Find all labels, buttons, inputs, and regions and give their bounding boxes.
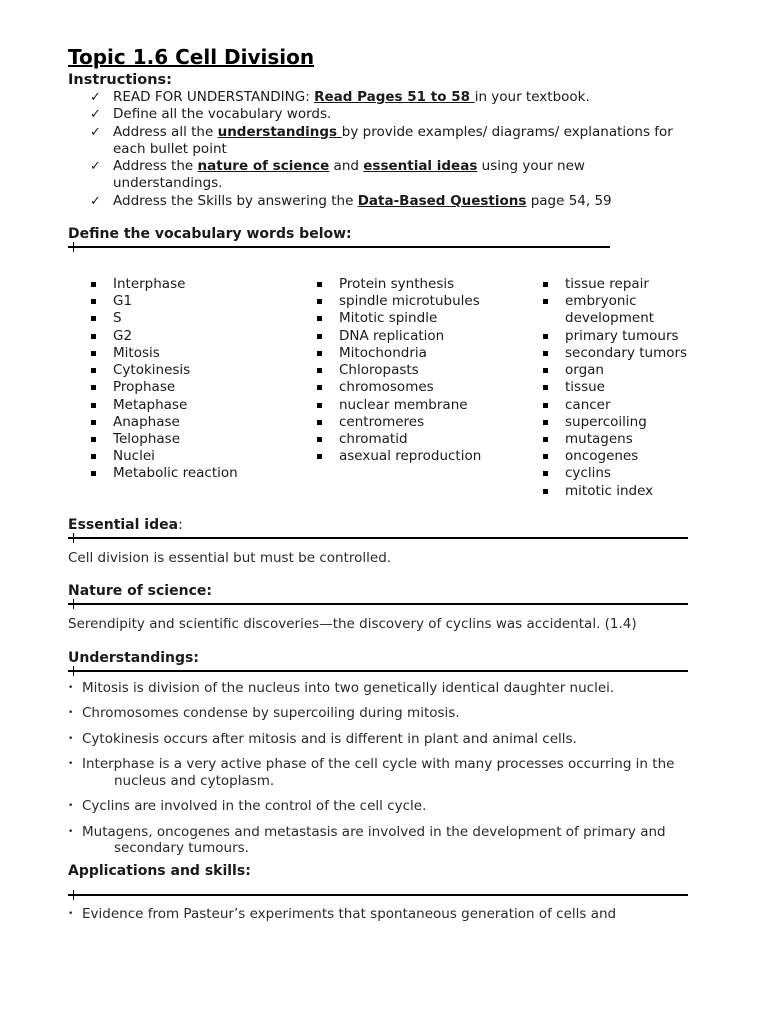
square-bullet-icon (317, 368, 322, 373)
understanding-text: Mitosis is division of the nucleus into two genetically identical daughter nuclei. (82, 679, 615, 696)
instruction-emphasis: nature of science (197, 158, 330, 175)
understandings-heading: Understandings: (68, 649, 199, 666)
nature-of-science-heading: Nature of science: (68, 582, 212, 599)
vocabulary-column-2 (294, 276, 520, 500)
vocab-item (68, 414, 294, 431)
instruction-item (90, 106, 690, 123)
instruction-text: Address all the (113, 123, 218, 140)
square-bullet-icon (91, 299, 96, 304)
square-bullet-icon (91, 282, 96, 287)
vocab-term: tissue (565, 379, 605, 396)
instruction-text: Address the (113, 158, 198, 175)
square-bullet-icon (543, 454, 548, 459)
instruction-emphasis: essential ideas (363, 158, 478, 175)
vocab-term: mutagens (565, 430, 633, 447)
understanding-text: Cytokinesis occurs after mitosis and is different in plant and animal cells. (82, 730, 577, 747)
vocab-term: G1 (113, 293, 133, 310)
bullet-icon: • (68, 826, 74, 837)
square-bullet-icon (543, 351, 548, 356)
understanding-item (68, 731, 690, 748)
vocab-term: centromeres (339, 413, 425, 430)
bullet-icon: • (68, 759, 74, 770)
vocab-item (68, 465, 294, 482)
instruction-item (90, 124, 690, 159)
understanding-text: Cyclins are involved in the control of the cell cycle. (82, 798, 427, 815)
instruction-text: page 54, 59 (526, 192, 612, 209)
vocab-term: S (113, 310, 122, 327)
bullet-icon: • (68, 733, 74, 744)
vocab-item (294, 362, 520, 379)
vocab-term: G2 (113, 327, 133, 344)
application-item (68, 906, 690, 923)
understanding-continuation: nucleus and cytoplasm. (114, 772, 275, 789)
instruction-item (90, 89, 690, 106)
square-bullet-icon (543, 385, 548, 390)
square-bullet-icon (543, 368, 548, 373)
document-page (68, 44, 690, 931)
instruction-item (90, 158, 690, 193)
vocab-term: Metabolic reaction (113, 465, 238, 482)
vocab-item (520, 414, 690, 431)
vocab-term: DNA replication (339, 327, 445, 344)
understanding-item (68, 680, 690, 697)
square-bullet-icon (91, 368, 96, 373)
essential-idea-colon: : (178, 516, 183, 533)
instruction-text: and (329, 158, 364, 175)
section-divider (68, 246, 610, 248)
square-bullet-icon (317, 351, 322, 356)
vocab-term: chromatid (339, 430, 408, 447)
vocab-item (294, 414, 520, 431)
understanding-text: Chromosomes condense by supercoiling during mitosis. (82, 705, 460, 722)
vocab-term: nuclear membrane (339, 396, 468, 413)
application-text: Evidence from Pasteur’s experiments that spontaneous generation of cells and (82, 905, 617, 922)
vocab-item (68, 345, 294, 362)
checkmark-icon: ✓ (90, 159, 101, 175)
square-bullet-icon (317, 454, 322, 459)
vocab-item (294, 310, 520, 327)
vocab-term: oncogenes (565, 448, 639, 465)
square-bullet-icon (317, 282, 322, 287)
vocab-term: Nuclei (113, 448, 155, 465)
vocab-item (520, 362, 690, 379)
section-divider (68, 670, 688, 672)
vocab-term: Chloropasts (339, 362, 419, 379)
vocab-item (68, 310, 294, 327)
square-bullet-icon (317, 403, 322, 408)
vocab-term: Metaphase (113, 396, 188, 413)
vocab-item (294, 276, 520, 293)
vocab-term: Mitotic spindle (339, 310, 438, 327)
instruction-text: Address the Skills by answering the (113, 192, 358, 209)
vocab-item (520, 448, 690, 465)
vocab-item (520, 293, 690, 327)
square-bullet-icon (91, 471, 96, 476)
vocab-item (68, 448, 294, 465)
square-bullet-icon (91, 454, 96, 459)
vocab-term: secondary tumors (565, 344, 688, 361)
section-divider (68, 603, 688, 605)
vocab-item (294, 431, 520, 448)
vocab-term: Protein synthesis (339, 276, 455, 293)
vocab-item (520, 276, 690, 293)
square-bullet-icon (317, 385, 322, 390)
instruction-text: using your new understandings. (113, 158, 585, 192)
bullet-icon: • (68, 908, 74, 919)
understanding-item (68, 798, 690, 815)
checkmark-icon: ✓ (90, 124, 101, 140)
vocab-term: embryonic development (565, 293, 655, 327)
square-bullet-icon (317, 420, 322, 425)
square-bullet-icon (91, 334, 96, 339)
vocab-term: tissue repair (565, 276, 649, 293)
vocab-item (68, 328, 294, 345)
understanding-item (68, 756, 690, 789)
applications-heading: Applications and skills: (68, 862, 251, 879)
vocab-term: asexual reproduction (339, 448, 482, 465)
understanding-text: Interphase is a very active phase of the cell cycle with many processes occurring in the (82, 756, 675, 773)
vocab-item (294, 328, 520, 345)
bullet-icon: • (68, 708, 74, 719)
square-bullet-icon (543, 489, 548, 494)
square-bullet-icon (543, 334, 548, 339)
vocab-term: Interphase (113, 276, 186, 293)
vocab-item (294, 448, 520, 465)
vocab-term: Prophase (113, 379, 176, 396)
understanding-item (68, 705, 690, 722)
vocab-term: Anaphase (113, 413, 180, 430)
instruction-text: in your textbook. (474, 89, 590, 105)
checkmark-icon: ✓ (90, 193, 101, 209)
square-bullet-icon (317, 316, 322, 321)
section-divider (68, 537, 688, 539)
square-bullet-icon (543, 471, 548, 476)
checkmark-icon: ✓ (90, 107, 101, 123)
essential-idea-heading (68, 516, 690, 534)
vocab-item (520, 483, 690, 500)
vocabulary-heading: Define the vocabulary words below: (68, 226, 352, 243)
vocab-term: primary tumours (565, 327, 679, 344)
vocab-item (294, 397, 520, 414)
square-bullet-icon (91, 385, 96, 390)
vocab-item (68, 276, 294, 293)
vocab-term: Telophase (113, 430, 181, 447)
vocab-term: mitotic index (565, 482, 654, 499)
section-divider (68, 894, 688, 896)
vocab-item (294, 293, 520, 310)
vocabulary-columns (68, 276, 690, 500)
vocab-item (68, 397, 294, 414)
nature-of-science-text: Serendipity and scientific discoveries—the discovery of cyclins was accidental. (1.4) (68, 615, 637, 632)
square-bullet-icon (543, 403, 548, 408)
instruction-text: by provide examples/ diagrams/ explanations for each bullet point (113, 123, 673, 157)
vocab-term: Mitochondria (339, 344, 427, 361)
square-bullet-icon (91, 351, 96, 356)
vocab-item (68, 293, 294, 310)
instruction-text: Define all the vocabulary words. (113, 106, 332, 123)
vocab-term: organ (565, 362, 604, 379)
square-bullet-icon (543, 420, 548, 425)
vocab-item (520, 431, 690, 448)
understandings-list (68, 680, 690, 857)
bullet-icon: • (68, 801, 74, 812)
square-bullet-icon (91, 316, 96, 321)
instructions-list (68, 89, 690, 210)
essential-idea-label: Essential idea (68, 516, 179, 533)
vocab-term: Cytokinesis (113, 362, 191, 379)
vocab-item (520, 328, 690, 345)
checkmark-icon: ✓ (90, 90, 101, 105)
square-bullet-icon (91, 403, 96, 408)
understanding-text: Mutagens, oncogenes and metastasis are involved in the development of primary and (82, 823, 666, 840)
vocab-item (520, 465, 690, 482)
vocab-item (520, 397, 690, 414)
instruction-emphasis: Read Pages 51 to 58 (314, 89, 475, 105)
vocabulary-column-1 (68, 276, 294, 500)
square-bullet-icon (317, 334, 322, 339)
essential-idea-text: Cell division is essential but must be controlled. (68, 549, 392, 566)
vocab-item (68, 379, 294, 396)
understanding-item (68, 824, 690, 857)
vocabulary-column-3 (520, 276, 690, 500)
page-title: Topic 1.6 Cell Division (68, 45, 315, 69)
instruction-emphasis: understandings (217, 123, 342, 140)
square-bullet-icon (317, 299, 322, 304)
vocab-term: cyclins (565, 465, 611, 482)
instruction-text: READ FOR UNDERSTANDING: (113, 89, 315, 105)
vocab-item (68, 362, 294, 379)
square-bullet-icon (543, 437, 548, 442)
vocab-term: chromosomes (339, 379, 434, 396)
understanding-continuation: secondary tumours. (114, 840, 249, 857)
square-bullet-icon (317, 437, 322, 442)
vocab-item (68, 431, 294, 448)
vocab-term: spindle microtubules (339, 293, 480, 310)
bullet-icon: • (68, 682, 74, 693)
square-bullet-icon (91, 437, 96, 442)
square-bullet-icon (543, 282, 548, 287)
instruction-item (90, 193, 690, 210)
applications-list (68, 906, 690, 923)
instruction-emphasis: Data-Based Questions (357, 192, 527, 209)
vocab-item (520, 345, 690, 362)
vocab-term: Mitosis (113, 344, 160, 361)
vocab-item (294, 379, 520, 396)
vocab-item (294, 345, 520, 362)
vocab-term: supercoiling (565, 413, 647, 430)
instructions-heading: Instructions: (68, 72, 172, 88)
vocab-item (520, 379, 690, 396)
square-bullet-icon (543, 299, 548, 304)
square-bullet-icon (91, 420, 96, 425)
vocab-term: cancer (565, 396, 611, 413)
